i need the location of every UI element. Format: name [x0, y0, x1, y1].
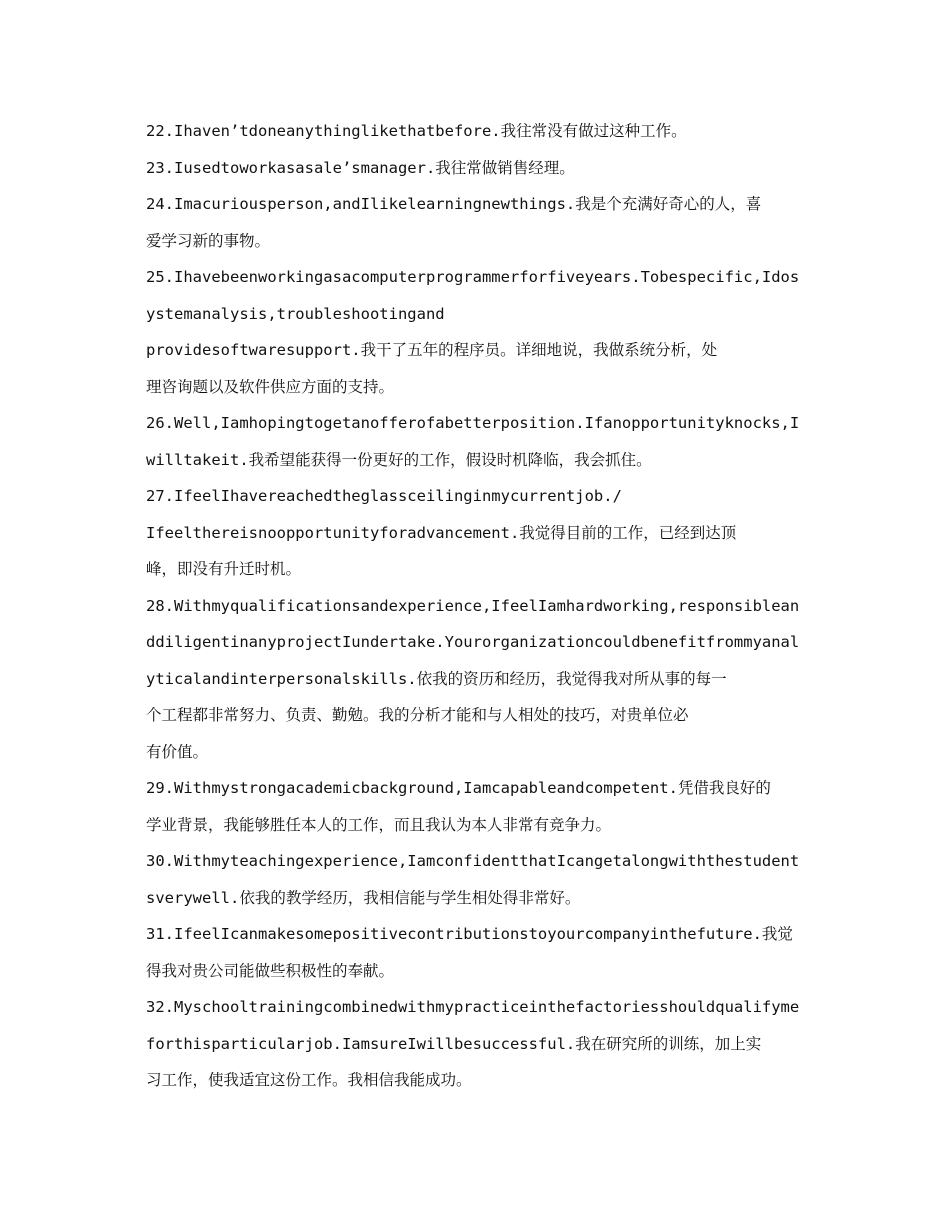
text-line: 31.IfeelIcanmakesomepositivecontributionstoyourcompanyinthefuture.我觉: [146, 925, 793, 943]
text-line: 24.Imacuriousperson,andIlikelearningnewthings.我是个充满好奇心的人，喜: [146, 195, 762, 213]
text-line: yticalandinterpersonalskills.依我的资历和经历，我觉得我对所从事的每一: [146, 669, 727, 688]
text-line: 学业背景，我能够胜任本人的工作，而且我认为本人非常有竞争力。: [146, 815, 612, 834]
text-line: 27.IfeelIhavereachedtheglassceilinginmycurrentjob./: [146, 487, 622, 505]
text-line: 29.Withmystrongacademicbackground,Iamcapableandcompetent.凭借我良好的: [146, 779, 771, 797]
text-line: sverywell.依我的教学经历，我相信能与学生相处得非常好。: [146, 888, 581, 907]
text-line: 个工程都非常努力、负责、勤勉。我的分析才能和与人相处的技巧，对贵单位必: [146, 706, 689, 724]
text-line: providesoftwaresupport.我干了五年的程序员。详细地说，我做系统分析，处: [146, 341, 718, 359]
text-line: ddiligentinanyprojectIundertake.Yourorganizationcouldbenefitfrommyanal: [146, 633, 800, 651]
text-line: 22.Ihaven’tdoneanythinglikethatbefore.我往常没有做过这种工作。: [146, 122, 687, 140]
text-line: 理咨询题以及软件供应方面的支持。: [146, 377, 395, 396]
text-line: 23.Iusedtoworkasasale’smanager.我往常做销售经理。: [146, 158, 575, 177]
text-line: 得我对贵公司能做些积极性的奉献。: [146, 961, 395, 980]
text-line: 峰，即没有升迁时机。: [146, 560, 302, 578]
text-line: 30.Withmyteachingexperience,IamconfidentthatIcangetalongwiththestudent: [146, 852, 800, 870]
text-line: forthisparticularjob.IamsureIwillbesuccessful.我在研究所的训练，加上实: [146, 1034, 762, 1053]
text-line: 28.Withmyqualificationsandexperience,IfeelIamhardworking,responsiblean: [146, 596, 800, 615]
document-body: [146, 113, 806, 1099]
text-line: 26.Well,Iamhopingtogetanofferofabetterposition.Ifanopportunityknocks,I: [146, 414, 800, 432]
text-line: willtakeit.我希望能获得一份更好的工作，假设时机降临，我会抓住。: [146, 450, 652, 469]
text-line: 32.Myschooltrainingcombinedwithmypracticeinthefactoriesshouldqualifyme: [146, 998, 800, 1016]
text-line: 习工作，使我适宜这份工作。我相信我能成功。: [146, 1071, 472, 1089]
text-line: 有价值。: [146, 742, 209, 761]
text-line: 爱学习新的事物。: [146, 231, 271, 250]
text-line: Ifeelthereisnoopportunityforadvancement.我觉得目前的工作，已经到达顶: [146, 523, 737, 542]
text-line: 25.Ihavebeenworkingasacomputerprogrammerforfiveyears.Tobespecific,Idos: [146, 268, 800, 286]
text-line: ystemanalysis,troubleshootingand: [146, 304, 445, 323]
